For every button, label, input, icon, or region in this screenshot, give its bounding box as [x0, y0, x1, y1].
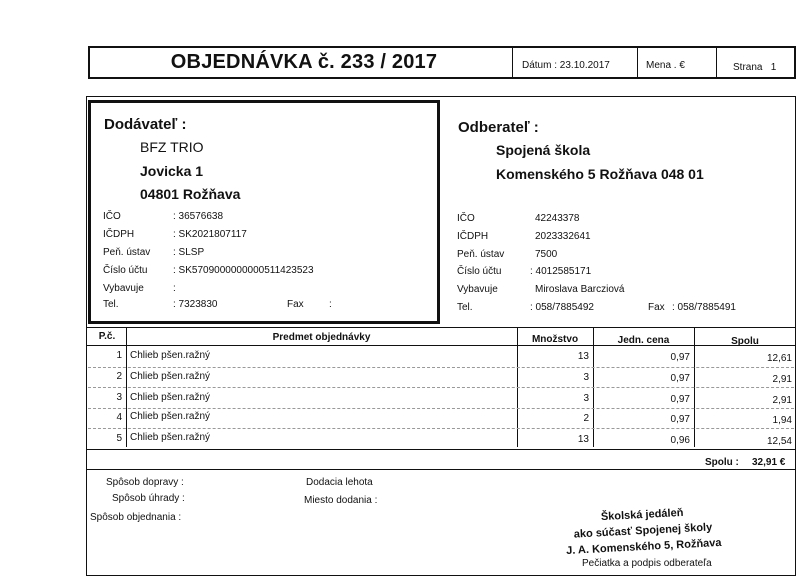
row-price: 0,97 [670, 373, 690, 384]
supplier-heading: Dodávateľ : [104, 116, 187, 133]
supplier-contact-value: : [173, 283, 176, 294]
row-item: Chlieb pšen.ražný [130, 411, 211, 422]
transport-label: Spôsob dopravy : [106, 477, 184, 488]
row-separator [88, 387, 794, 388]
row-separator [88, 428, 794, 429]
supplier-fax-value: : [329, 299, 332, 310]
row-total: 2,91 [772, 395, 792, 406]
stamp-line: Školská jedáleň [600, 506, 684, 524]
supplier-icdph-value: : SK2021807117 [173, 229, 247, 240]
supplier-ico-value: : 36576638 [173, 211, 224, 222]
page-title: OBJEDNÁVKA č. 233 / 2017 [170, 51, 438, 73]
signature-caption: Pečiatka a podpis odberateľa [582, 558, 712, 569]
row-item: Chlieb pšen.ražný [130, 350, 211, 361]
customer-tel-value: : 058/7885492 [530, 302, 594, 313]
header-divider [716, 46, 717, 79]
supplier-tel-value: : 7323830 [173, 299, 218, 310]
stamp-line: J. A. Komenského 5, Rožňava [565, 536, 722, 558]
supplier-city: 04801 Rožňava [140, 186, 241, 202]
customer-icdph-value: 2023332641 [535, 231, 591, 242]
row-total: 1,94 [772, 415, 792, 426]
customer-ico-value: 42243378 [535, 213, 580, 224]
header-divider [512, 46, 513, 79]
row-item: Chlieb pšen.ražný [130, 392, 211, 403]
supplier-contact-label: Vybavuje [103, 283, 144, 294]
customer-bank-value: 7500 [535, 249, 558, 260]
row-qty: 3 [583, 372, 589, 383]
row-total: 2,91 [772, 374, 792, 385]
col-header-pc: P.č. [98, 331, 116, 342]
supplier-tel-label: Tel. [103, 299, 119, 310]
customer-tel-label: Tel. [457, 302, 473, 313]
sum-label: Spolu : [705, 457, 739, 468]
col-header-total: Spolu [731, 336, 759, 347]
supplier-icdph-label: IČDPH [103, 229, 135, 240]
supplier-bank-value: : SLSP [173, 247, 205, 258]
row-price: 0,96 [670, 435, 690, 446]
row-price: 0,97 [670, 394, 690, 405]
order-method-label: Spôsob objednania : [90, 512, 182, 523]
col-header-price: Jedn. cena [617, 335, 670, 346]
page-number: Strana 1 [733, 62, 777, 73]
customer-ico-label: IČO [457, 213, 475, 224]
row-number: 1 [116, 350, 122, 361]
customer-fax-value: : 058/7885491 [672, 302, 736, 313]
supplier-account-label: Číslo účtu [103, 265, 148, 276]
row-number: 2 [116, 371, 122, 382]
row-item: Chlieb pšen.ražný [130, 432, 211, 443]
row-qty: 3 [583, 393, 589, 404]
customer-bank-label: Peň. ústav [457, 249, 505, 260]
supplier-ico-label: IČO [103, 211, 121, 222]
customer-contact-value: Miroslava Barcziová [535, 284, 625, 295]
supplier-street: Jovicka 1 [140, 163, 204, 179]
row-qty: 2 [583, 413, 589, 424]
supplier-name: BFZ TRIO [140, 139, 204, 155]
delivery-place-label: Miesto dodania : [304, 495, 378, 506]
payment-label: Spôsob úhrady : [112, 493, 185, 504]
customer-contact-label: Vybavuje [457, 284, 498, 295]
customer-account-label: Číslo účtu [457, 266, 502, 277]
customer-account-value: : 4012585171 [530, 266, 592, 277]
table-top-rule [86, 327, 796, 328]
row-price: 0,97 [670, 414, 690, 425]
sum-rule [86, 469, 796, 470]
supplier-bank-label: Peň. ústav [103, 247, 151, 258]
header-divider [637, 46, 638, 79]
row-number: 3 [116, 392, 122, 403]
row-total: 12,54 [766, 436, 792, 447]
row-total: 12,61 [766, 353, 792, 364]
customer-heading: Odberateľ : [458, 119, 539, 136]
row-price: 0,97 [670, 352, 690, 363]
customer-name: Spojená škola [496, 142, 591, 158]
row-number: 5 [116, 433, 122, 444]
row-separator [88, 367, 794, 368]
row-number: 4 [116, 412, 122, 423]
row-item: Chlieb pšen.ražný [130, 371, 211, 382]
sum-value: 32,91 € [752, 457, 786, 468]
delivery-term-label: Dodacia lehota [306, 477, 373, 488]
customer-address: Komenského 5 Rožňava 048 01 [496, 166, 704, 182]
col-header-item: Predmet objednávky [272, 332, 371, 343]
stamp-line: ako súčasť Spojenej školy [573, 521, 713, 541]
currency: Mena . € [646, 60, 685, 71]
customer-fax-label: Fax [648, 302, 665, 313]
supplier-fax-label: Fax [287, 299, 304, 310]
col-header-qty: Množstvo [531, 334, 579, 345]
row-separator [88, 408, 794, 409]
row-qty: 13 [577, 434, 589, 445]
supplier-account-value: : SK5709000000000511423523 [173, 265, 314, 276]
order-date: Dátum : 23.10.2017 [522, 60, 610, 71]
customer-icdph-label: IČDPH [457, 231, 489, 242]
row-qty: 13 [577, 351, 589, 362]
table-bottom-rule [86, 449, 796, 450]
